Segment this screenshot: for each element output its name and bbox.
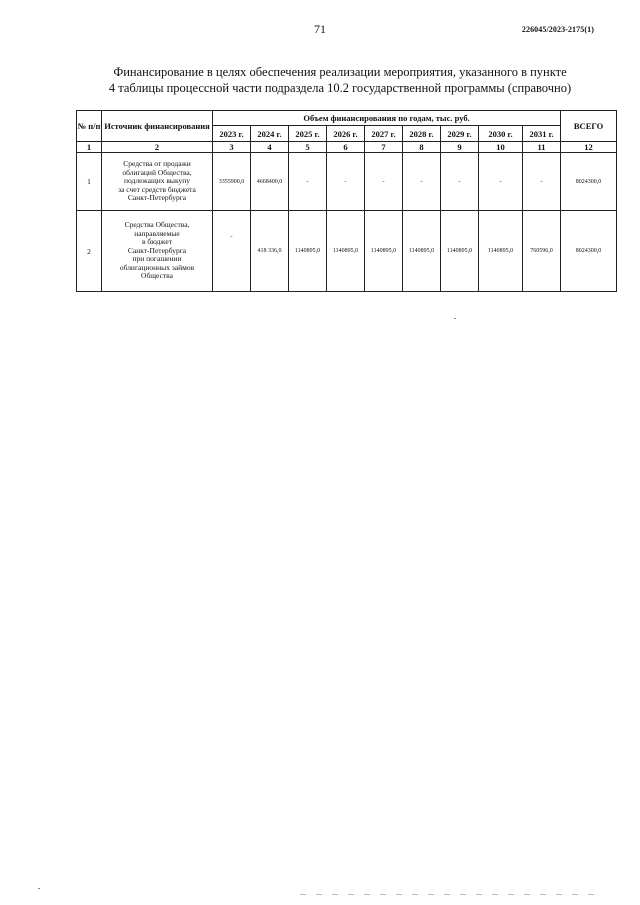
amount-cell [479, 211, 523, 292]
table-body [77, 153, 617, 292]
amount-value: - [230, 234, 233, 240]
scan-edge-noise [300, 894, 600, 895]
source-cell [102, 153, 213, 211]
amount-cell [213, 211, 251, 292]
scan-speck [38, 888, 40, 889]
amount-value: 4668400,0 [256, 178, 283, 185]
amount-cell [441, 211, 479, 292]
amount-cell [403, 211, 441, 292]
amount-cell [289, 211, 327, 292]
header-row-number: № п/п [77, 111, 102, 142]
header-column-numbers-row [77, 142, 617, 153]
source-line: Общества [141, 271, 173, 281]
header-year: 2025 г. [289, 126, 327, 142]
amount-value: 418 336,0 [257, 248, 282, 254]
source-line: Средства от продажи [123, 159, 191, 169]
header-column-number: 12 [561, 142, 617, 153]
source-line: Санкт-Петербурга [127, 245, 187, 255]
amount-value: - [420, 178, 423, 185]
source-line: облигационных займов [119, 262, 195, 272]
header-column-number: 7 [365, 142, 403, 153]
amount-value: - [344, 178, 347, 185]
header-column-number: 11 [523, 142, 561, 153]
amount-value: - [458, 178, 461, 185]
source-line: направляемые [134, 228, 180, 238]
source-cell [102, 211, 213, 292]
title-line-2: 4 таблицы процессной части подраздела 10.2 государственной программы (справочно) [108, 81, 572, 95]
header-funding-by-year: Объем финансирования по годам, тыс. руб. [213, 111, 561, 126]
amount-cell [327, 153, 365, 211]
source-line: подлежащих выкупу [124, 176, 190, 186]
source-line: Санкт-Петербурга [127, 193, 187, 203]
amount-value: - [382, 178, 385, 185]
amount-cell [365, 211, 403, 292]
header-year: 2028 г. [403, 126, 441, 142]
table-row [77, 153, 617, 211]
amount-value: - [499, 178, 502, 185]
header-column-number: 10 [479, 142, 523, 153]
source-line: за счет средств бюджета [118, 184, 196, 194]
scan-speck [454, 318, 456, 319]
financing-table [76, 110, 617, 292]
amount-value: 1140895,0 [294, 248, 321, 254]
header-column-number: 2 [102, 142, 213, 153]
row-number-cell: 1 [77, 153, 102, 211]
header-year: 2030 г. [479, 126, 523, 142]
amount-value: - [540, 178, 543, 185]
header-column-number: 4 [251, 142, 289, 153]
amount-value: 3355900,0 [218, 178, 245, 185]
amount-value: 760596,0 [530, 248, 553, 254]
amount-cell [441, 153, 479, 211]
header-column-number: 5 [289, 142, 327, 153]
page-number: 71 [314, 22, 326, 36]
table-row [77, 211, 617, 292]
header-source: Источник финансирования [102, 111, 213, 142]
amount-value: 1140895,0 [446, 248, 473, 254]
amount-cell [251, 211, 289, 292]
amount-cell [479, 153, 523, 211]
source-line: при погашении [132, 254, 182, 264]
total-cell: 8024300,0 [561, 153, 617, 211]
header-year: 2027 г. [365, 126, 403, 142]
amount-cell [289, 153, 327, 211]
header-total: ВСЕГО [561, 111, 617, 142]
header-year: 2023 г. [213, 126, 251, 142]
amount-cell [403, 153, 441, 211]
header-column-number: 1 [77, 142, 102, 153]
amount-cell [327, 211, 365, 292]
source-line: облигаций Общества, [122, 167, 192, 177]
header-column-number: 3 [213, 142, 251, 153]
amount-value: - [306, 178, 309, 185]
document-number: 226045/2023-2175(1) [521, 25, 594, 34]
header-year: 2026 г. [327, 126, 365, 142]
header-year: 2029 г. [441, 126, 479, 142]
source-line: Средства Общества, [124, 220, 190, 230]
amount-cell [213, 153, 251, 211]
source-line: в бюджет [142, 237, 172, 247]
document-title [75, 64, 605, 96]
amount-value: 1140895,0 [408, 248, 435, 254]
amount-cell [365, 153, 403, 211]
amount-value: 1140895,0 [487, 248, 514, 254]
header-column-number: 6 [327, 142, 365, 153]
header-year: 2031 г. [523, 126, 561, 142]
header-column-number: 9 [441, 142, 479, 153]
title-line-1: Финансирование в целях обеспечения реализации мероприятия, указанного в пункте [113, 65, 567, 79]
row-number-cell: 2 [77, 211, 102, 292]
header-column-number: 8 [403, 142, 441, 153]
amount-cell [523, 153, 561, 211]
total-cell: 8024300,0 [561, 211, 617, 292]
header-year: 2024 г. [251, 126, 289, 142]
amount-cell [251, 153, 289, 211]
amount-value: 1140895,0 [370, 248, 397, 254]
amount-value: 1140895,0 [332, 248, 359, 254]
amount-cell [523, 211, 561, 292]
